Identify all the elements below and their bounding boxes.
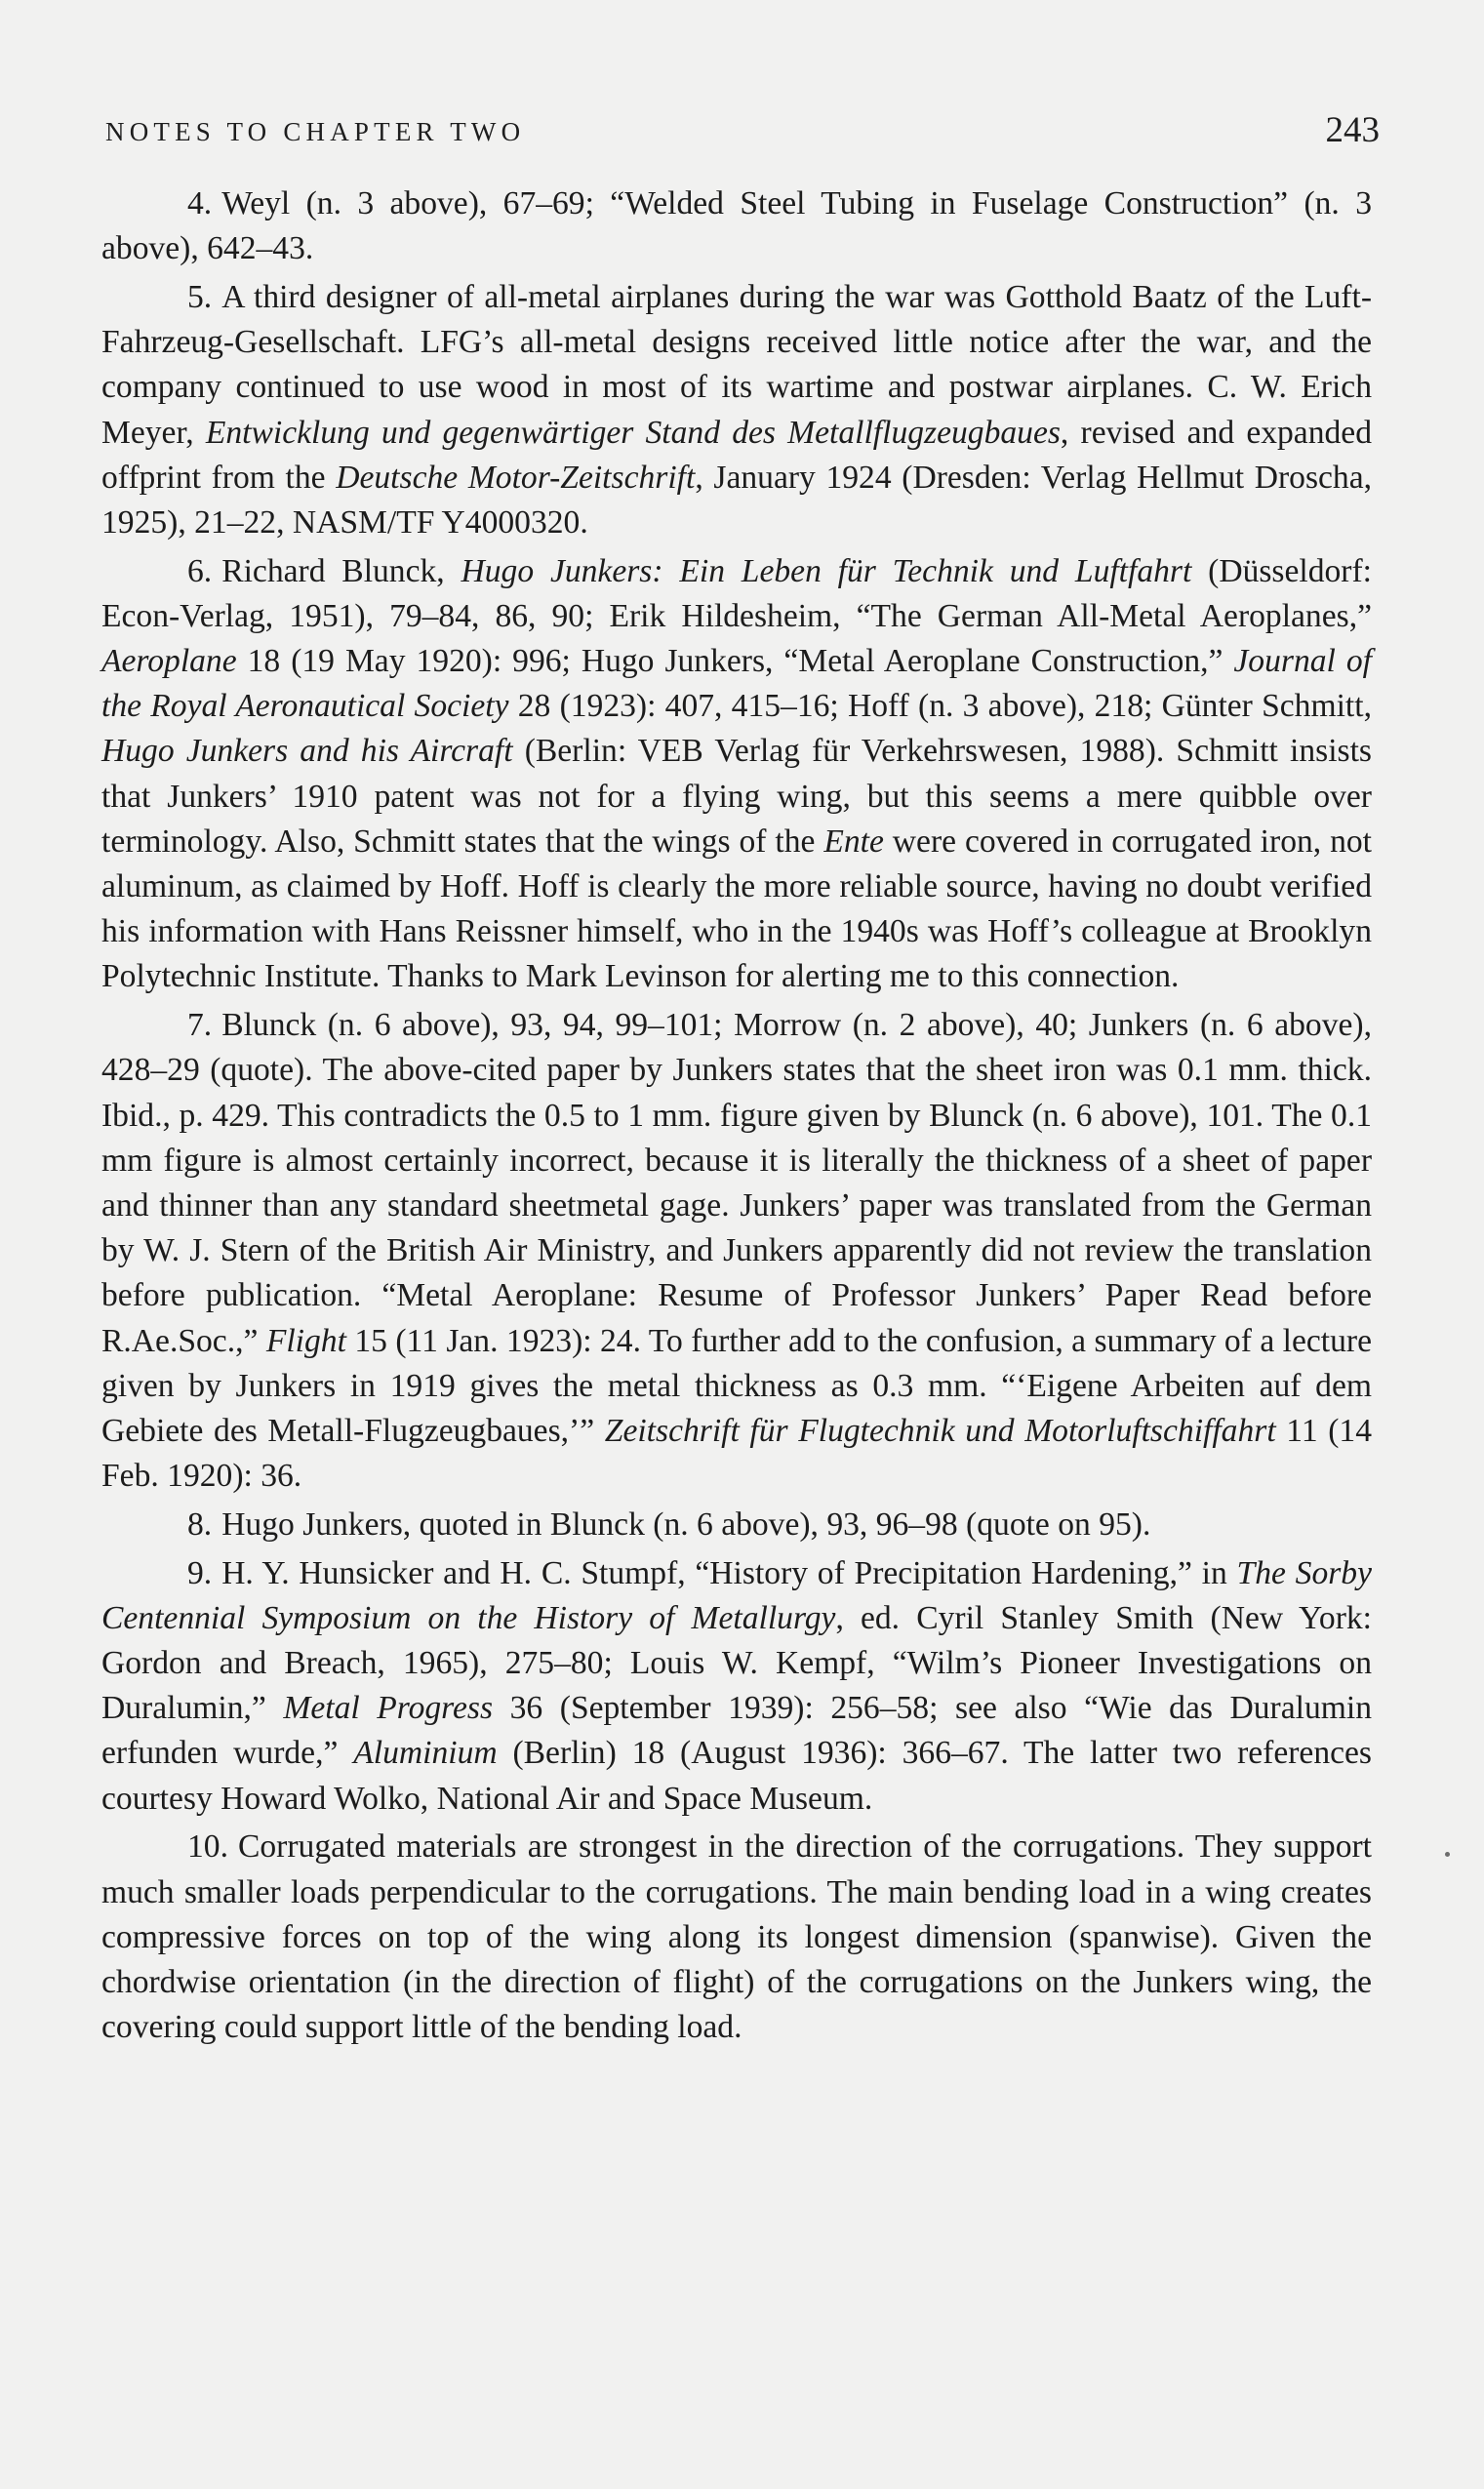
note-text: H. Y. Hunsicker and H. C. Stumpf, “History of Precipitation Hardening,” in xyxy=(221,1554,1237,1591)
page-header xyxy=(101,109,1380,158)
margin-speck xyxy=(1445,1852,1450,1857)
note-italic-title: Aeroplane xyxy=(101,643,237,680)
note-italic-title: Ente xyxy=(823,823,884,860)
note-text: Corrugated materials are strongest in the direction of the corrugations. They support much smaller loads perpendicular to the corrugations. The main bending load in a wing creates compressive forces on top of the wing along its longest dimension (spanwise). Given the chordwise orientation (in the direction of flight) of the corrugations on the Junkers wing, the covering could support little of the bending load. xyxy=(101,1828,1372,2046)
note-item xyxy=(101,549,1372,1000)
note-item xyxy=(101,1503,1372,1547)
note-text: , revised and expanded offprint from the xyxy=(101,414,1372,496)
note-number: 10. xyxy=(187,1828,228,1866)
page-number: 243 xyxy=(1325,110,1380,150)
note-italic-title: Zeitschrift für Flugtechnik und Motorluftschiffahrt xyxy=(604,1412,1276,1449)
note-text: 15 (11 Jan. 1923): 24. To further add to the confusion, a summary of a lecture given by Junkers in 1919 gives the metal thickness as 0.3 mm. “‘Eigene Arbeiten auf dem Gebiete des Metall-Flugzeugbaues,’” xyxy=(101,1322,1372,1449)
note-italic-title: Journal of the Royal Aeronautical Society xyxy=(101,643,1372,725)
note-italic-title: Entwicklung und gegenwärtiger Stand des Metallflugzeugbaues xyxy=(205,414,1061,451)
note-text: 28 (1923): 407, 415–16; Hoff (n. 3 above), 218; Günter Schmitt, xyxy=(508,688,1372,725)
running-head: NOTES TO CHAPTER TWO xyxy=(105,117,526,146)
note-number: 9. xyxy=(187,1554,213,1591)
note-text: Hugo Junkers, quoted in Blunck (n. 6 above), 93, 96–98 (quote on 95). xyxy=(221,1505,1151,1543)
note-text: (Berlin) 18 (August 1936): 366–67. The latter two references courtesy Howard Wolko, National Air and Space Museum. xyxy=(101,1735,1373,1817)
note-italic-title: Hugo Junkers: Ein Leben für Technik und Luftfahrt xyxy=(461,552,1192,589)
note-text: 36 (September 1939): 256–58; see also “Wie das Duralumin erfunden wurde,” xyxy=(101,1690,1372,1772)
note-item xyxy=(101,1551,1372,1822)
note-number: 5. xyxy=(187,278,213,315)
note-italic-title: Hugo Junkers and his Aircraft xyxy=(101,733,513,770)
note-number: 6. xyxy=(187,552,213,589)
note-text: (Düsseldorf: Econ-Verlag, 1951), 79–84, 86, 90; Erik Hildesheim, “The German All-Metal Aeroplanes,” xyxy=(101,552,1373,634)
note-text: A third designer of all-metal airplanes during the war was Gotthold Baatz of the Luft-Fahrzeug-Gesellschaft. LFG’s all-metal designs received little notice after the war, and the company continued to use wood in most of its wartime and postwar airplanes. C. W. Erich Meyer, xyxy=(101,278,1372,451)
note-text: Weyl (n. 3 above), 67–69; “Welded Steel Tubing in Fuselage Construction” (n. 3 above), 642–43. xyxy=(101,185,1372,267)
note-text: , January 1924 (Dresden: Verlag Hellmut Droscha, 1925), 21–22, NASM/TF Y4000320. xyxy=(101,459,1372,541)
note-text: 18 (19 May 1920): 996; Hugo Junkers, “Metal Aeroplane Construction,” xyxy=(236,643,1234,680)
note-italic-title: Flight xyxy=(265,1322,346,1359)
note-italic-title: Metal Progress xyxy=(283,1690,494,1727)
note-italic-title: The Sorby Centennial Symposium on the History of Metallurgy xyxy=(101,1554,1372,1636)
note-text: were covered in corrugated iron, not aluminum, as claimed by Hoff. Hoff is clearly the more reliable source, having no doubt verified his information with Hans Reissner himself, who in the 1940s was Hoff’s colleague at Brooklyn Polytechnic Institute. Thanks to Mark Levinson for alerting me to this connection. xyxy=(101,823,1372,995)
note-item xyxy=(101,1825,1372,2050)
note-item xyxy=(101,1003,1372,1499)
note-number: 7. xyxy=(187,1007,213,1044)
note-text: 11 (14 Feb. 1920): 36. xyxy=(101,1412,1372,1495)
note-italic-title: Deutsche Motor-Zeitschrift xyxy=(336,459,696,496)
note-text: , ed. Cyril Stanley Smith (New York: Gordon and Breach, 1965), 275–80; Louis W. Kempf, “Wilm’s Pioneer Investigations on Duralumin,” xyxy=(101,1599,1372,1727)
note-text: (Berlin: VEB Verlag für Verkehrswesen, 1988). Schmitt insists that Junkers’ 1910 patent was not for a flying wing, but this seems a mere quibble over terminology. Also, Schmitt states that the wings of the xyxy=(101,733,1372,860)
note-text: Richard Blunck, xyxy=(221,552,461,589)
notes-list xyxy=(101,181,1372,2054)
note-number: 4. xyxy=(187,185,213,221)
note-item xyxy=(101,275,1372,545)
note-item xyxy=(101,181,1372,271)
note-number: 8. xyxy=(187,1505,213,1543)
note-text: Blunck (n. 6 above), 93, 94, 99–101; Morrow (n. 2 above), 40; Junkers (n. 6 above), 428–29 (quote). The above-cited paper by Junkers states that the sheet iron was 0.1 mm. thick. Ibid., p. 429. This contradicts the 0.5 to 1 mm. figure given by Blunck (n. 6 above), 101. The 0.1 mm figure is almost certainly incorrect, because it is literally the thickness of a sheet of paper and thinner than any standard sheetmetal gage. Junkers’ paper was translated from the German by W. J. Stern of the British Air Ministry, and Junkers apparently did not review the translation before publication. “Metal Aeroplane: Resume of Professor Junkers’ Paper Read before R.Ae.Soc.,” xyxy=(101,1007,1372,1359)
note-italic-title: Aluminium xyxy=(353,1735,498,1772)
